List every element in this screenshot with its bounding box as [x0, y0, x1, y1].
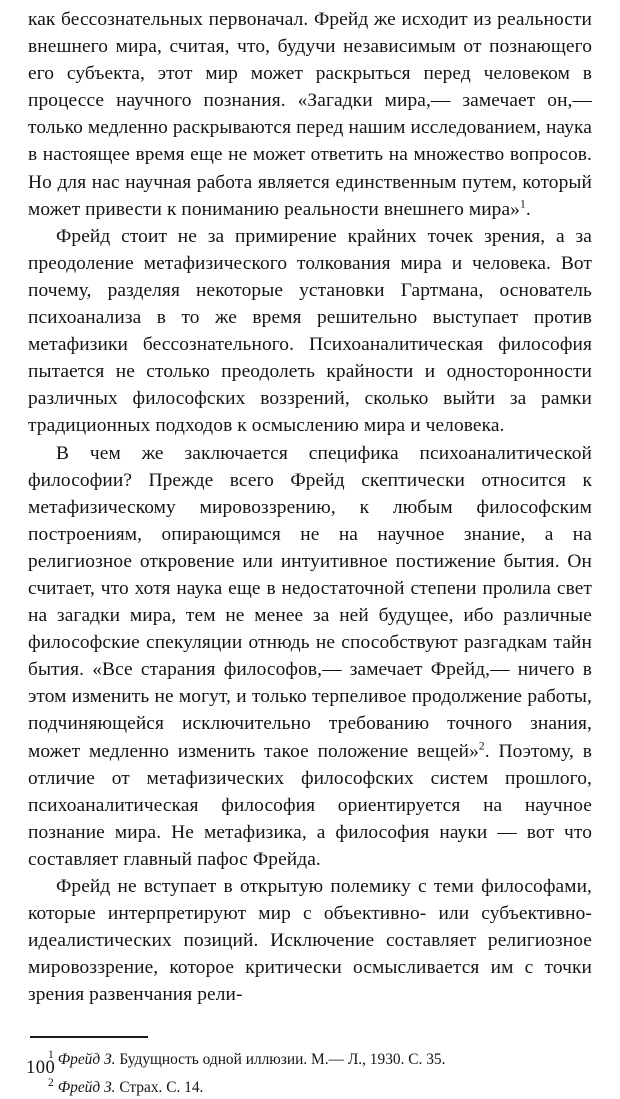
paragraph-1-tail: . [525, 198, 531, 220]
footnote-1-text: Будущность одной иллюзии. М.— Л., 1930. С. 35. [119, 1051, 446, 1069]
paragraph-3 [28, 440, 592, 874]
footnote-ref-1[interactable]: 1 [519, 198, 526, 211]
paragraph-3-text: В чем же заключается специфика психоаналитической философии? Прежде всего Фрейд скептически относится к метафизическому мировоззрению, к любым философским построениям, опирающимся не на научное знание, а на религиозное откровение или интуитивное постижение бытия. Он считает, что хотя наука еще в недостаточной степени пролила свет на загадки мира, тем не менее за ней будущее, ибо различные философские спекуляции отнюдь не способствуют разгадкам тайн бытия. «Все старания философов,— замечает Фрейд,— ничего в этом изменить не могут, и только терпеливое продолжение работы, подчиняющейся исключительно требованию точного знания, может медленно изменить такое положение вещей» [28, 442, 592, 762]
footnotes-block [28, 1045, 592, 1098]
paragraph-1-text: как бессознательных первоначал. Фрейд же исходит из реальности внешнего мира, считая, что, будучи независимым от познающего его субъекта, этот мир может раскрыться перед человеком в процессе научного познания. «Загадки мира,— замечает он,— только медленно раскрываются перед нашим исследованием, наука в настоящее время еще не может ответить на множество вопросов. Но для нас научная работа является единственным путем, который может привести к пониманию реальности внешнего мира» [28, 9, 592, 220]
paragraph-2: Фрейд стоит не за примирение крайних точек зрения, а за преодоление метафизического толкования мира и человека. Вот почему, разделяя некоторые установки Гартмана, основатель психоанализа в то же время решительно выступает против метафизики бессознательного. Психоаналитическая философия пытается не столько преодолеть крайности и односторонности различных философских воззрений, сколько выйти за рамки традиционных подходов к осмыслению мира и человека. [28, 225, 592, 437]
footnote-2-text: Страх. С. 14. [119, 1079, 204, 1097]
paragraph-3-tail: . Поэтому, в отличие от метафизических философских систем прошлого, психоаналитическая философия ориентируется на научное познание мира. Не метафизика, а философия науки — вот что составляет главный пафос Фрейда. [28, 740, 592, 870]
page-number: 100 [26, 1058, 56, 1078]
page-body [28, 6, 592, 1008]
footnote-2-marker: 2 [48, 1077, 54, 1090]
footnote-2-author: Фрейд З. [57, 1079, 116, 1097]
paragraph-4: Фрейд не вступает в открытую полемику с теми философами, которые интерпретируют мир с объективно- или субъективно-идеалистических позиций. Исключение составляет религиозное мировоззрение, которое критически осмысливается им с точки зрения развенчания рели- [28, 876, 592, 1006]
footnote-1 [28, 1045, 592, 1071]
footnote-separator-rule [30, 1036, 148, 1038]
footnote-ref-2[interactable]: 2 [478, 740, 485, 753]
footnote-spacer [28, 1008, 592, 1014]
footnote-1-marker: 1 [48, 1049, 54, 1062]
paragraph-1 [28, 6, 592, 223]
footnote-1-author: Фрейд З. [57, 1051, 116, 1069]
